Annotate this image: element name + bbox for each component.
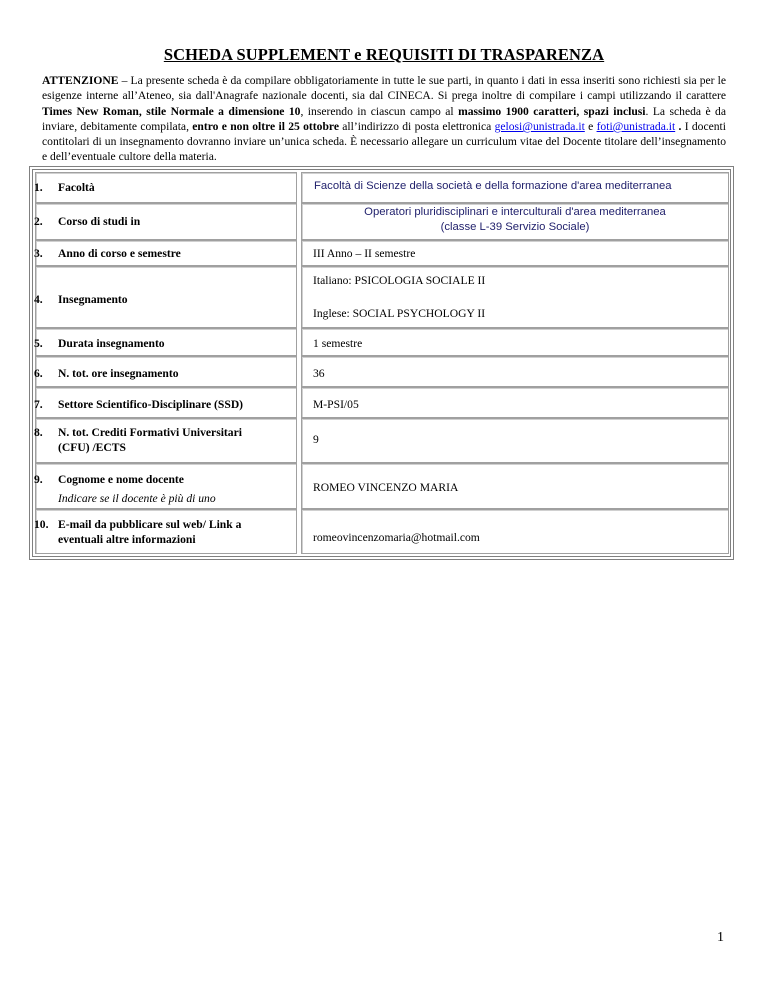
email-link-gelosi[interactable]: gelosi@unistrada.it (494, 119, 585, 133)
faculty-value: Facoltà di Scienze della società e della formazione d'area mediterranea (314, 180, 672, 192)
intro-paragraph (42, 73, 726, 165)
info-table (29, 166, 734, 560)
teacher-value: ROMEO VINCENZO MARIA (313, 481, 459, 494)
intro-text-3: . La scheda è da inviare, debitamente compilata, (42, 104, 726, 133)
row-9-label (34, 473, 184, 486)
teaching-italian-value: Italiano: PSICOLOGIA SOCIALE II (313, 274, 486, 287)
row-10-label-line1: E-mail da pubblicare sul web/ Link a (58, 518, 242, 531)
intro-and: e (584, 119, 597, 133)
row-8-label-line1: N. tot. Crediti Formativi Universitari (58, 426, 242, 439)
row-2-number: 2. (34, 215, 43, 228)
year-semester-value: III Anno – II semestre (313, 247, 416, 260)
row-6-label-text: N. tot. ore insegnamento (58, 367, 179, 380)
row-10-label (34, 517, 241, 547)
row-9-number: 9. (34, 473, 43, 486)
intro-period: . (675, 119, 682, 133)
row-4-number: 4. (34, 293, 43, 306)
cell-value-6 (301, 356, 729, 387)
duration-value: 1 semestre (313, 337, 363, 350)
row-3-label-text: Anno di corso e semestre (58, 247, 181, 260)
row-2-label-text: Corso di studi in (58, 215, 141, 228)
document-title: SCHEDA SUPPLEMENT e REQUISITI DI TRASPARENZA (163, 45, 605, 64)
row-7-number: 7. (34, 398, 43, 411)
font-requirement: Times New Roman, stile Normale a dimensione 10 (42, 104, 301, 118)
row-4-label-text: Insegnamento (58, 293, 128, 306)
email-value: romeovincenzomaria@hotmail.com (313, 531, 480, 544)
row-10-label-line2: eventuali altre informazioni (58, 533, 196, 546)
row-5-label-text: Durata insegnamento (58, 337, 165, 350)
deadline: entro e non oltre il 25 ottobre (192, 119, 339, 133)
row-3-label (34, 247, 181, 260)
cell-value-5 (301, 328, 729, 356)
page-number: 1 (717, 930, 724, 945)
row-1-number: 1. (34, 181, 43, 194)
row-10-number: 10. (34, 518, 49, 531)
intro-text-4: all’indirizzo di posta elettronica (338, 119, 495, 133)
credits-value: 9 (313, 433, 319, 446)
row-5-number: 5. (34, 337, 43, 350)
hours-value: 36 (313, 367, 325, 380)
cell-value-8 (301, 418, 729, 463)
row-5-label (34, 337, 165, 350)
attention-label: ATTENZIONE (42, 74, 119, 87)
row-4-label (34, 293, 128, 306)
row-7-label (34, 398, 243, 411)
course-name: Operatori pluridisciplinari e interculturali d'area mediterranea (364, 206, 666, 218)
cell-value-7 (301, 387, 729, 418)
course-value (301, 205, 729, 235)
row-7-label-text: Settore Scientifico-Disciplinare (SSD) (58, 398, 244, 411)
row-6-number: 6. (34, 367, 43, 380)
row-9-label-text: Cognome e nome docente (58, 473, 184, 486)
course-class: (classe L-39 Servizio Sociale) (440, 221, 590, 233)
row-2-label (34, 215, 140, 228)
intro-text-1: – La presente scheda è da compilare obbligatoriamente in tutte le sue parti, in quanto i dati in essa inseriti sono richiesti sia per le esigenze interne all’Ateneo, sia dall'Anagrafe nazionale docenti, sia dal CINECA. Si prega inoltre di compilare i campi utilizzando il carattere (42, 74, 726, 103)
row-6-label (34, 367, 179, 380)
max-characters: massimo 1900 caratteri, spazi inclusi (458, 104, 646, 118)
row-3-number: 3. (34, 247, 43, 260)
row-8-number: 8. (34, 426, 43, 439)
email-link-foti[interactable]: foti@unistrada.it (596, 119, 676, 133)
teaching-english-value: Inglese: SOCIAL PSYCHOLOGY II (313, 307, 486, 320)
row-1-label-text: Facoltà (58, 181, 95, 194)
row-9-note: Indicare se il docente è più di uno (58, 492, 216, 505)
row-8-label-line2: (CFU) /ECTS (58, 441, 126, 454)
row-8-label (34, 425, 242, 455)
ssd-value: M-PSI/05 (313, 398, 359, 411)
intro-text-2: , inserendo in ciascun campo al (300, 104, 459, 118)
row-1-label (34, 181, 95, 194)
intro-text-5: I docenti contitolari di un insegnamento dovranno inviare un’unica scheda. È necessario allegare un curriculum vitae del Docente titolare dell’insegnamento e dell’eventuale cultore della materia. (42, 119, 726, 164)
